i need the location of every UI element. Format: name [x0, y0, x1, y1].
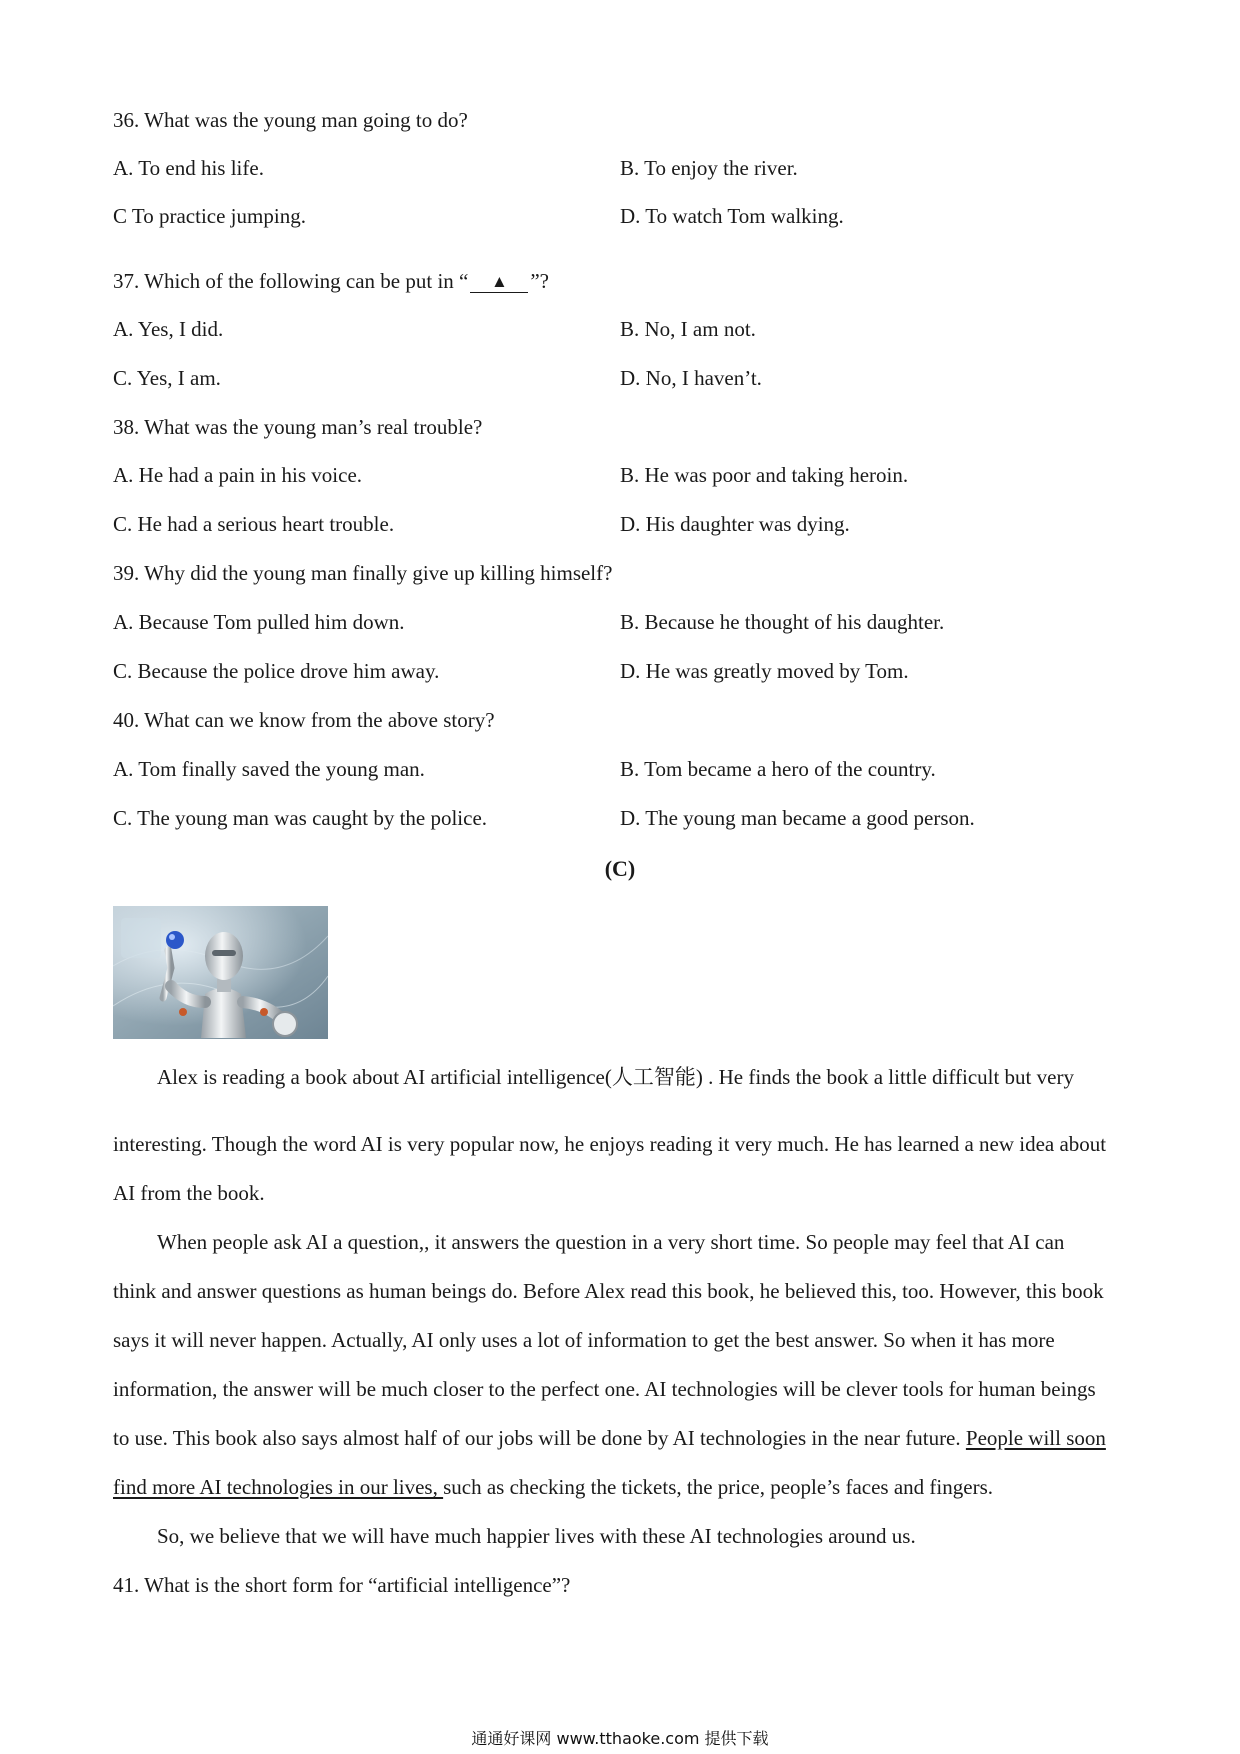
question-37-stem-prefix: 37. Which of the following can be put in “: [113, 269, 469, 293]
question-37-option-a: A. Yes, I did.: [113, 317, 224, 341]
underlined-sentence-part-1: People will soon: [965, 1426, 1106, 1450]
question-38-option-a: A. He had a pain in his voice.: [113, 463, 363, 487]
passage-paragraph-1-line-2: interesting. Though the word AI is very popular now, he enjoys reading it very much. He has learned a new idea about: [113, 1132, 1107, 1156]
question-37-option-c: C. Yes, I am.: [113, 366, 221, 390]
question-39-option-c: C. Because the police drove him away.: [113, 659, 440, 683]
passage-plain-text: such as checking the tickets, the price, people’s faces and fingers.: [443, 1475, 993, 1499]
passage-paragraph-2-line-5: [113, 1425, 1106, 1451]
passage-paragraph-1-line-3: AI from the book.: [113, 1181, 265, 1205]
passage-paragraph-2-line-6: [113, 1474, 993, 1500]
page-footer: 通通好课网 www.tthaoke.com 提供下载: [471, 1729, 769, 1748]
question-40-option-d: D. The young man became a good person.: [620, 806, 975, 830]
passage-paragraph-2-line-3: says it will never happen. Actually, AI only uses a lot of information to get the best answer. So when it has more: [113, 1328, 1055, 1352]
question-39-option-a: A. Because Tom pulled him down.: [113, 610, 405, 634]
passage-paragraph-2-line-2: think and answer questions as human beings do. Before Alex read this book, he believed this, too. However, this book: [113, 1279, 1104, 1303]
question-38-option-c: C. He had a serious heart trouble.: [113, 512, 395, 536]
section-c-title: (C): [604, 856, 636, 881]
question-39-option-d: D. He was greatly moved by Tom.: [620, 659, 909, 683]
robot-image-icon: [113, 906, 328, 1039]
question-36-option-c: C To practice jumping.: [113, 204, 306, 228]
passage-paragraph-2-line-1: When people ask AI a question,, it answers the question in a very short time. So people may feel that AI can: [157, 1230, 1065, 1254]
question-39-stem: 39. Why did the young man finally give up killing himself?: [113, 561, 613, 585]
question-39-option-b: B. Because he thought of his daughter.: [620, 610, 945, 634]
question-38-option-b: B. He was poor and taking heroin.: [620, 463, 909, 487]
question-37-option-b: B. No, I am not.: [620, 317, 756, 341]
question-36-stem: 36. What was the young man going to do?: [113, 108, 468, 132]
question-36-option-a: A. To end his life.: [113, 156, 264, 180]
question-38-stem: 38. What was the young man’s real trouble?: [113, 415, 483, 439]
passage-paragraph-1-line-1: Alex is reading a book about AI artificial intelligence(人工智能) . He finds the book a little difficult but very: [157, 1065, 1074, 1089]
question-40-stem: 40. What can we know from the above story?: [113, 708, 495, 732]
question-37-option-d: D. No, I haven’t.: [620, 366, 762, 390]
passage-paragraph-3: So, we believe that we will have much happier lives with these AI technologies around us.: [157, 1524, 916, 1548]
robot-illustration: [113, 906, 328, 1039]
question-36-option-b: B. To enjoy the river.: [620, 156, 798, 180]
question-38-option-d: D. His daughter was dying.: [620, 512, 850, 536]
question-40-option-c: C. The young man was caught by the police.: [113, 806, 488, 830]
question-40-option-a: A. Tom finally saved the young man.: [113, 757, 425, 781]
question-40-option-b: B. Tom became a hero of the country.: [620, 757, 936, 781]
question-37-stem: [113, 268, 549, 294]
question-36-option-d: D. To watch Tom walking.: [620, 204, 844, 228]
question-41-stem: 41. What is the short form for “artificial intelligence”?: [113, 1573, 571, 1597]
question-37-stem-suffix: ”?: [530, 269, 550, 293]
underlined-sentence-part-2: find more AI technologies in our lives,: [113, 1475, 444, 1499]
blank-triangle-icon: ▲: [470, 272, 528, 293]
passage-plain-text: to use. This book also says almost half of our jobs will be done by AI technologies in the near future.: [113, 1426, 966, 1450]
passage-paragraph-2-line-4: information, the answer will be much closer to the perfect one. AI technologies will be clever tools for human beings: [113, 1377, 1096, 1401]
